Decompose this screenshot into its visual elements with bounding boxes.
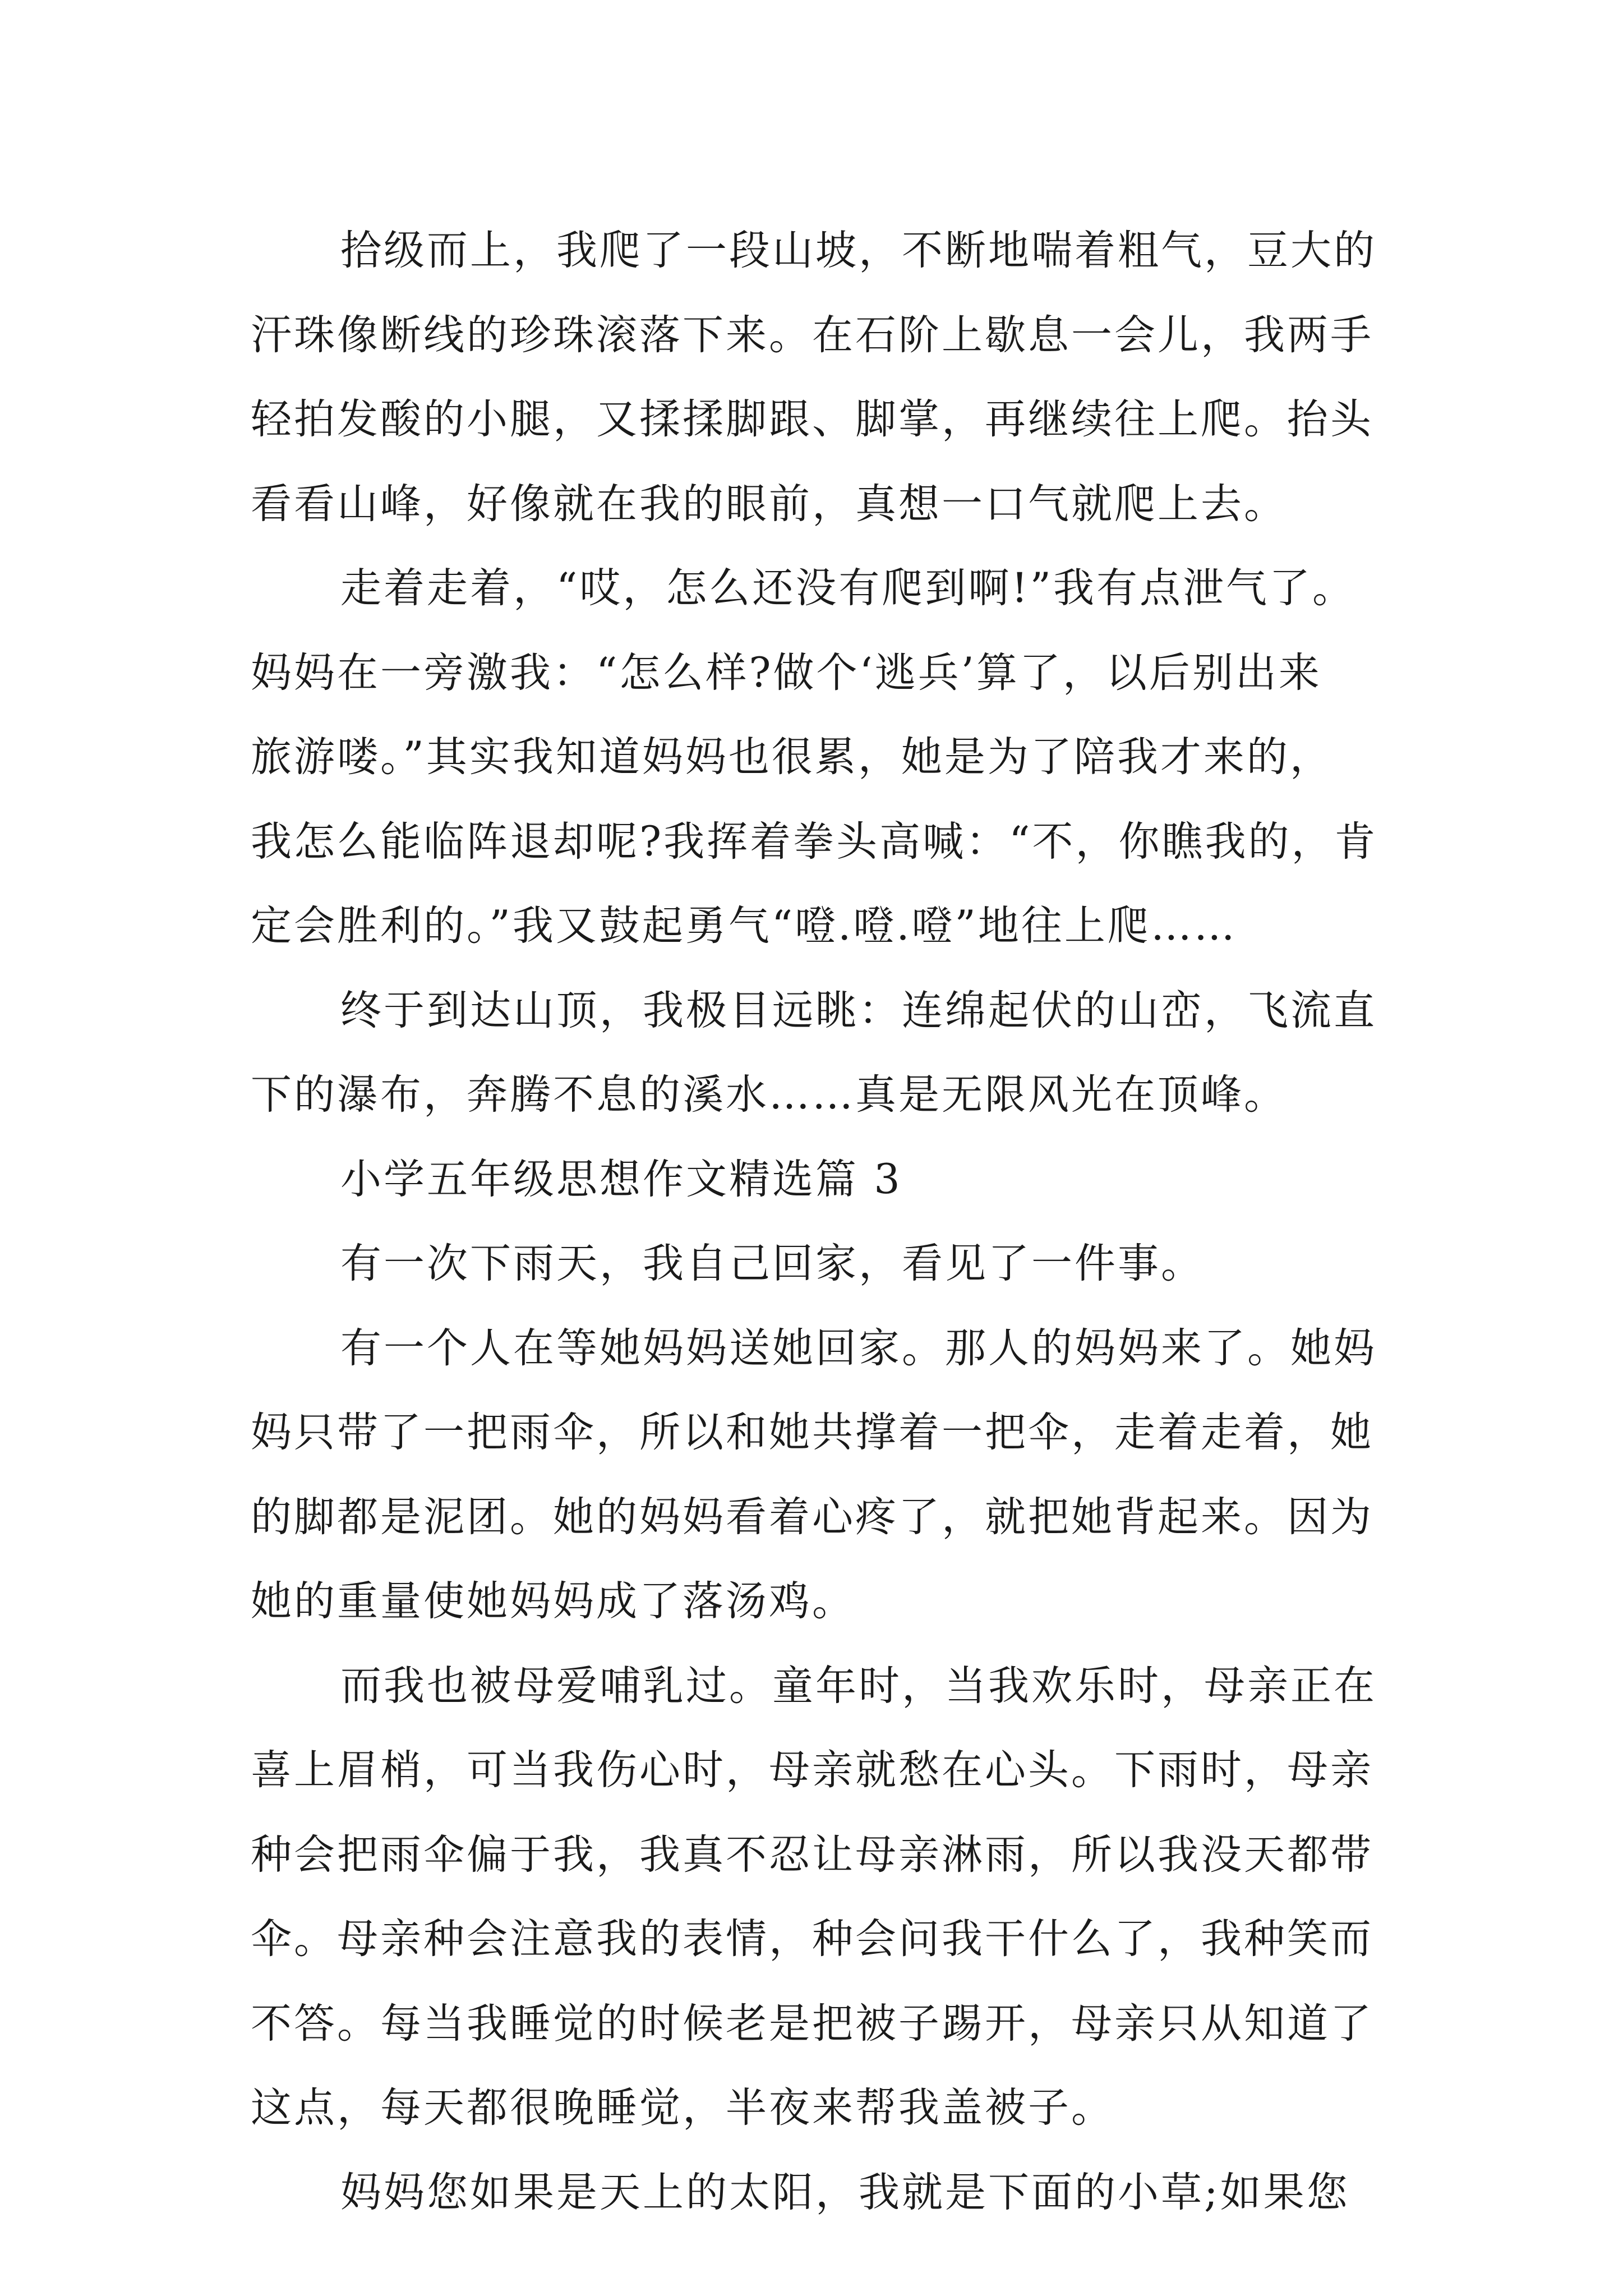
paragraph-summit [251,969,1395,1138]
text-line: 伞。母亲种会注意我的表情，种会问我干什么了，我种笑而 [251,1915,1373,1963]
paragraph-rainy-day [251,1222,1395,1306]
text-line: 而我也被母爱哺乳过。童年时，当我欢乐时，母亲正在 [340,1662,1377,1710]
text-line: 这点，每天都很晚睡觉，半夜来帮我盖被子。 [251,2084,1114,2132]
text-line: 看看山峰，好像就在我的眼前，真想一口气就爬上去。 [251,480,1287,528]
text-line: 汗珠像断线的珍珠滚落下来。在石阶上歇息一会儿，我两手 [251,311,1373,359]
text-line: 有一个人在等她妈妈送她回家。那人的妈妈来了。她妈 [340,1324,1377,1372]
text-line: 我怎么能临阵退却呢?我挥着拳头高喊：“不，你瞧我的，肯 [251,817,1378,866]
text-line: 下的瀑布，奔腾不息的溪水……真是无限风光在顶峰。 [251,1071,1287,1119]
document-body [251,209,1395,2235]
text-line: 定会胜利的。”我又鼓起勇气“噔.噔.噔”地往上爬…… [251,902,1237,950]
text-line: 拾级而上，我爬了一段山坡，不断地喘着粗气，豆大的 [340,227,1377,274]
text-line: 轻拍发酸的小腿，又揉揉脚跟、脚掌，再继续往上爬。抬头 [251,395,1373,443]
paragraph-umbrella [251,1306,1395,1644]
paragraph-climbing-slope [251,209,1395,546]
text-line: 不答。每当我睡觉的时候老是把被子踢开，母亲只从知道了 [251,1999,1373,2047]
text-line: 终于到达山顶，我极目远眺：连绵起伏的山峦，飞流直 [340,986,1377,1034]
text-line: 妈只带了一把雨伞，所以和她共撑着一把伞，走着走着，她 [251,1409,1373,1456]
text-line: 种会把雨伞偏于我，我真不忍让母亲淋雨，所以我没天都带 [251,1830,1373,1879]
heading-text: 小学五年级思想作文精选篇 3 [340,1155,902,1203]
paragraph-sun-grass [251,2151,1395,2235]
text-line: 喜上眉梢，可当我伤心时，母亲就愁在心头。下雨时，母亲 [251,1746,1373,1794]
text-line: 她的重量使她妈妈成了落汤鸡。 [251,1577,855,1625]
text-line: 妈妈在一旁激我：“怎么样?做个‘逃兵’算了，以后别出来 [251,648,1322,697]
text-line: 的脚都是泥团。她的妈妈看着心疼了，就把她背起来。因为 [251,1493,1373,1541]
paragraph-mother-love [251,1644,1395,2151]
text-line: 有一次下雨天，我自己回家，看见了一件事。 [340,1240,1204,1287]
text-line: 妈妈您如果是天上的太阳，我就是下面的小草;如果您 [340,2168,1350,2216]
paragraph-walking [251,546,1395,969]
text-line: 走着走着，“哎，怎么还没有爬到啊!”我有点泄气了。 [340,564,1355,612]
section-heading [251,1138,1395,1222]
text-line: 旅游喽。”其实我知道妈妈也很累，她是为了陪我才来的， [251,733,1333,781]
